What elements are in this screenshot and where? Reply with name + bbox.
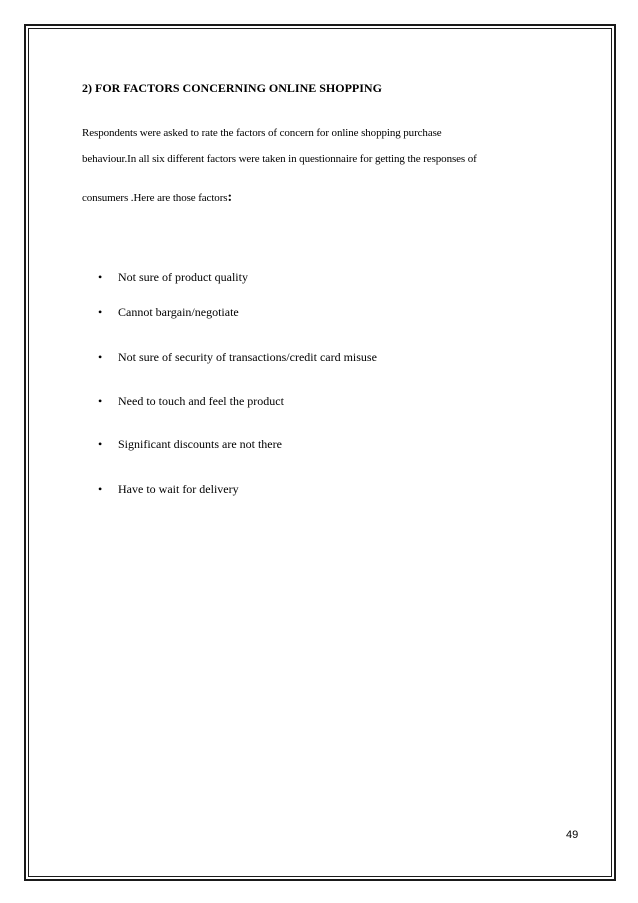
paragraph-line-text: consumers .Here are those factors bbox=[82, 192, 228, 204]
bullet-list-item bbox=[98, 270, 248, 285]
paragraph-line: Respondents were asked to rate the factors of concern for online shopping purchase bbox=[82, 127, 442, 139]
paragraph-line bbox=[82, 190, 232, 206]
bullet-list-item bbox=[98, 482, 239, 497]
paragraph-colon: : bbox=[227, 190, 233, 205]
bullet-text: Not sure of security of transactions/credit card misuse bbox=[118, 350, 377, 364]
bullet-list-item bbox=[98, 305, 239, 320]
bullet-list-item bbox=[98, 350, 377, 365]
bullet-icon: • bbox=[98, 394, 103, 408]
bullet-text: Have to wait for delivery bbox=[118, 482, 239, 496]
bullet-text: Cannot bargain/negotiate bbox=[118, 305, 239, 319]
bullet-icon: • bbox=[98, 482, 103, 496]
page-number: 49 bbox=[566, 829, 579, 841]
section-heading: 2) FOR FACTORS CONCERNING ONLINE SHOPPING bbox=[82, 81, 382, 95]
paragraph-line: behaviour.In all six different factors were taken in questionnaire for getting the responses of bbox=[82, 153, 477, 165]
bullet-list-item bbox=[98, 394, 284, 409]
bullet-icon: • bbox=[98, 270, 103, 284]
bullet-text: Significant discounts are not there bbox=[118, 437, 282, 451]
bullet-icon: • bbox=[98, 350, 103, 364]
bullet-icon: • bbox=[98, 305, 103, 319]
bullet-list-item bbox=[98, 437, 282, 452]
bullet-text: Not sure of product quality bbox=[118, 270, 248, 284]
bullet-text: Need to touch and feel the product bbox=[118, 394, 284, 408]
bullet-icon: • bbox=[98, 437, 103, 451]
